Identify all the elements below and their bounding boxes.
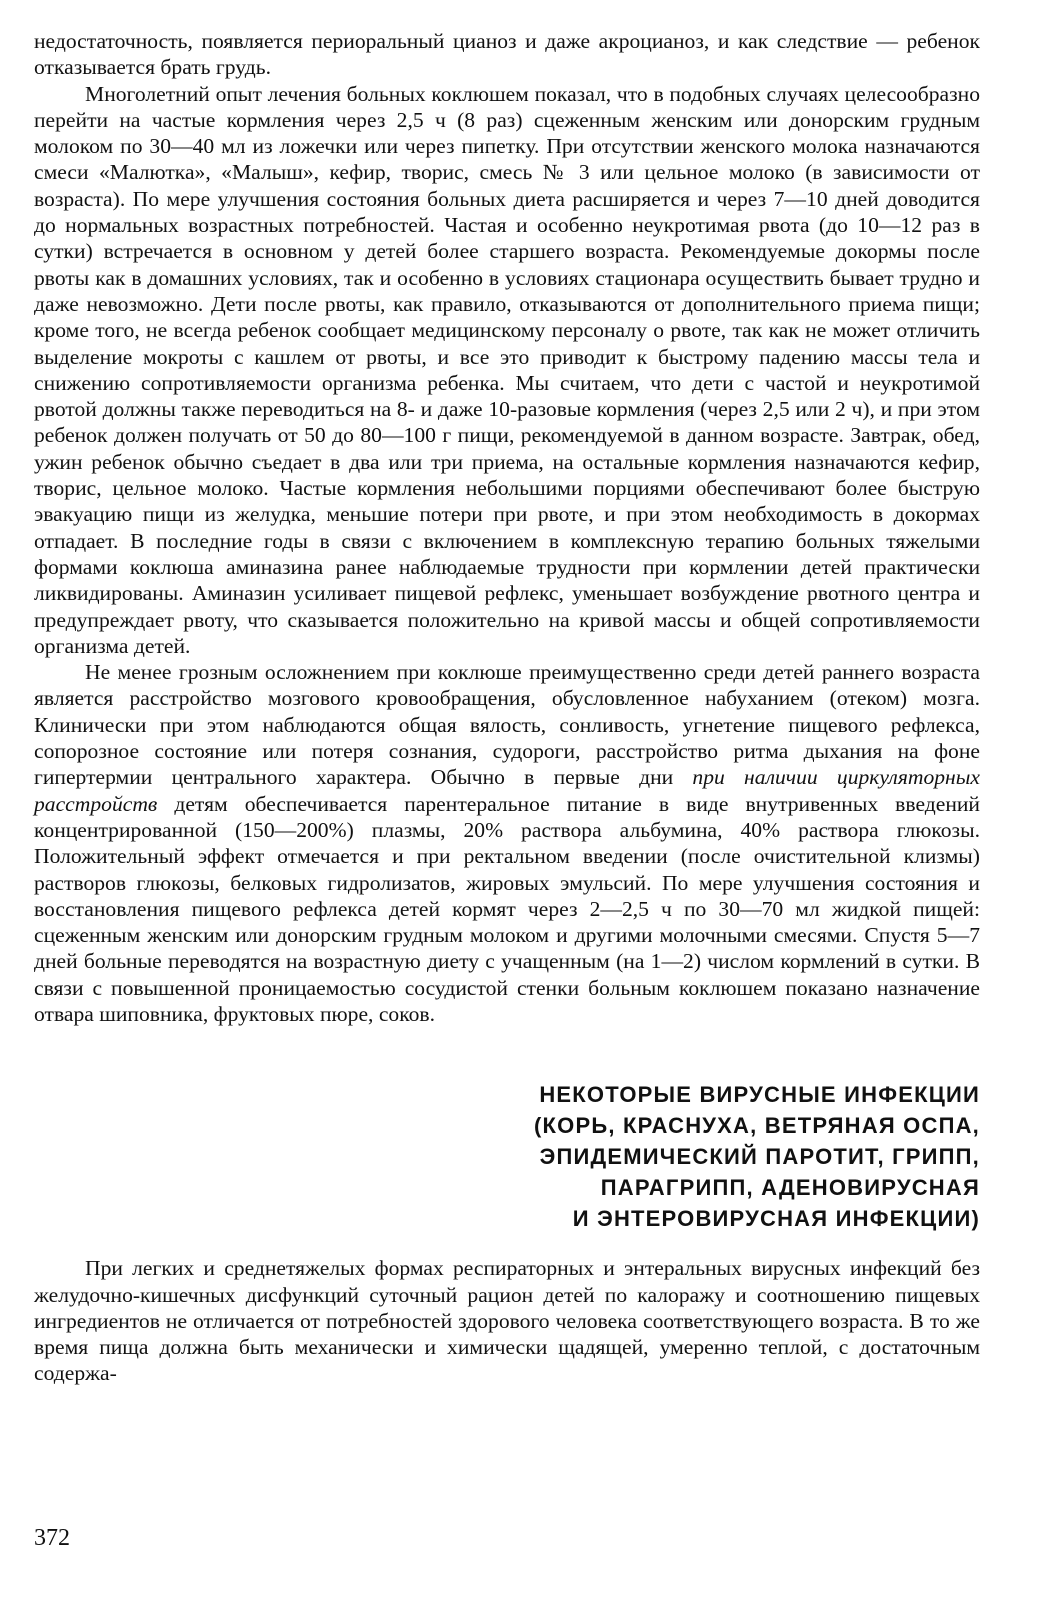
page-number: 372 <box>34 1525 70 1551</box>
section-heading-line: И ЭНТЕРОВИРУСНАЯ ИНФЕКЦИИ) <box>572 1206 980 1232</box>
section-heading-line: (КОРЬ, КРАСНУХА, ВЕТРЯНАЯ ОСПА, <box>534 1113 980 1139</box>
book-page <box>34 28 980 1578</box>
paragraph-text-before-italic: Не менее грозным осложнением при коклюше преимущественно среди детей раннего возраста является расстройство мозгового кровообращения, обусловленное набуханием (отеком) мозга. Клинически при этом наблюдаются общая вялость, сонливость, угнетение пищевого рефлекса, сопорозное состояние или потеря сознания, судороги, расстройство ритма дыхания на фоне гипертермии центрального характера. Обычно в первые дни <box>34 660 980 790</box>
paragraph-feeding-regimen: Многолетний опыт лечения больных коклюшем показал, что в подобных случаях целесообразно перейти на частые кормления через 2,5 ч (8 раз) сцеженным женским или донорским грудным молоком по 30—40 мл из ложечки или через пипетку. При отсутствии женского молока назначаются смеси «Малютка», «Малыш», кефир, творис, смесь № 3 или цельное молоко (в зависимости от возраста). По мере улучшения состояния больных диета расширяется и через 7—10 дней доводится до нормальных возрастных потребностей. Частая и особенно неукротимая рвота (до 10—12 раз в сутки) встречается в основном у детей более старшего возраста. Рекомендуемые докормы после рвоты как в домашних условиях, так и особенно в условиях стационара осуществить бывает трудно и даже невозможно. Дети после рвоты, как правило, отказываются от дополнительного приема пищи; кроме того, не всегда ребенок сообщает медицинскому персоналу о рвоте, так как не может отличить выделение мокроты с кашлем от рвоты, и все это приводит к быстрому падению массы тела и снижению сопротивляемости организма ребенка. Мы считаем, что дети с частой и неукротимой рвотой должны также переводиться на 8- и даже 10-разовые кормления (через 2,5 или 2 ч), и при этом ребенок должен получать от 50 до 80—100 г пищи, рекомендуемой в данном возрасте. Завтрак, обед, ужин ребенок обычно съедает в два или три приема, на остальные кормления назначаются кефир, творис, цельное молоко. Частые кормления небольшими порциями обеспечивают более быструю эвакуацию пищи из желудка, меньшие потери при рвоте, и при этом необходимость в докормах отпадает. В последние годы в связи с включением в комплексную терапию больных тяжелыми формами коклюша аминазина ранее наблюдаемые трудности при кормлении детей практически ликвидированы. Аминазин усиливает пищевой рефлекс, уменьшает возбуждение рвотного центра и предупреждает рвоту, что сказывается положительно на кривой массы и общей сопротивляемости организма детей. <box>34 81 980 658</box>
paragraph-cerebral-complication <box>34 659 980 1027</box>
section-heading-line: ЭПИДЕМИЧЕСКИЙ ПАРОТИТ, ГРИПП, <box>539 1144 980 1170</box>
paragraph-continuation: недостаточность, появляется периоральный цианоз и даже акроцианоз, и как следствие — ребенок отказывается брать грудь. <box>34 29 980 80</box>
section-heading-line: НЕКОТОРЫЕ ВИРУСНЫЕ ИНФЕКЦИИ <box>539 1082 980 1108</box>
paragraph-viral-infections: При легких и среднетяжелых формах респираторных и энтеральных вирусных инфекций без желудочно-кишечных дисфункций суточный рацион детей по калоражу и соотношению пищевых ингредиентов не отличается от потребностей здорового человека соответствующего возраста. В то же время пища должна быть механически и химически щадящей, умеренно теплой, с достаточным содержа- <box>34 1256 980 1386</box>
italic-phrase: при наличии циркуляторных расстройств <box>34 765 980 816</box>
paragraph-text-after-italic: детям обеспечивается парентеральное питание в виде внутривенных введений концентрированной (150—200%) плазмы, 20% раствора альбумина, 40% раствора глюкозы. Положительный эффект отмечается и при ректальном введении (после очистительной клизмы) растворов глюкозы, белковых гидролизатов, жировых эмульсий. По мере улучшения состояния и восстановления пищевого рефлекса детей кормят через 2—2,5 ч по 30—70 мл жидкой пищей: сцеженным женским или донорским грудным молоком и другими молочными смесями. Спустя 5—7 дней больные переводятся на возрастную диету с учащенным (на 1—2) числом кормлений в сутки. В связи с повышенной проницаемостью сосудистой стенки больным коклюшем показано назначение отвара шиповника, фруктовых пюре, соков. <box>34 791 980 1026</box>
section-heading-line: ПАРАГРИПП, АДЕНОВИРУСНАЯ <box>600 1175 980 1201</box>
section-heading <box>34 1079 980 1234</box>
